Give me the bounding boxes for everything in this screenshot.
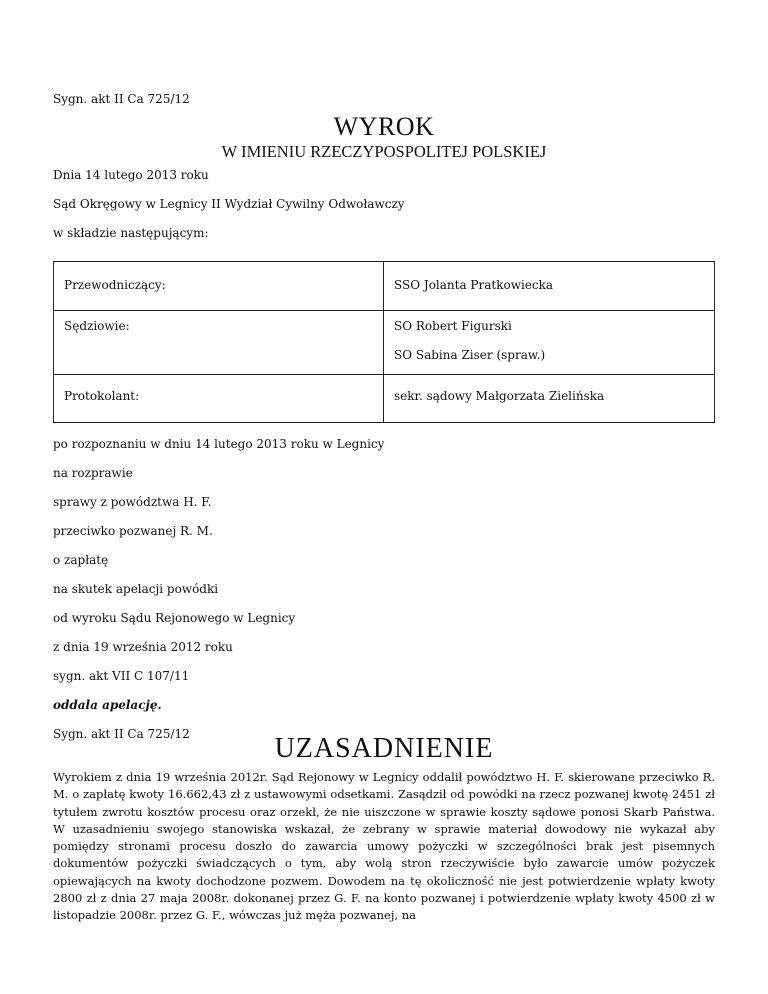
role-cell <box>54 311 384 375</box>
proceedings-line: na rozprawie <box>53 466 133 480</box>
table-row <box>54 311 715 375</box>
person-cell <box>384 262 715 311</box>
person-name: SSO Jolanta Pratkowiecka <box>394 278 554 292</box>
court-composition-table <box>53 261 715 423</box>
proceedings-line: przeciwko pozwanej R. M. <box>53 524 213 538</box>
table-row <box>54 262 715 311</box>
person-name: sekr. sądowy Małgorzata Zielińska <box>394 389 605 403</box>
role-cell <box>54 375 384 423</box>
justification-case-reference: Sygn. akt II Ca 725/12 <box>53 727 190 741</box>
judgment-date: Dnia 14 lutego 2013 roku <box>53 168 209 182</box>
person-name: SO Robert Figurski <box>394 319 512 333</box>
justification-paragraph: Wyrokiem z dnia 19 września 2012r. Sąd Rejonowy w Legnicy oddalił powództwo H. F. skierowane przeciwko R. M. o zapłatę kwoty 16.662,43 zł z ustawowymi odsetkami. Zasądził od powódki na rzecz pozwanej kwotę 2451 zł tytułem zwrotu kosztów procesu oraz orzekł, że nie uiszczone w sprawie koszty sądowe ponosi Skarb Państwa. W uzasadnieniu swojego stanowiska wskazał, że zebrany w sprawie materiał dowodowy nie wykazał aby pomiędzy stronami procesu doszło do zawarcia umowy pożyczki w szczególności brak jest pisemnych dokumentów pożyczki świadczących o tym, aby wolą stron rzeczywiście było zawarcie umów pożyczek opiewających na kwoty dochodzone pozwem. Dowodem na tę okoliczność nie jest potwierdzenie wpłaty kwoty 2800 zł z dnia 27 maja 2008r. dokonanej przez G. F. na konto pozwanej i potwierdzenie wpłaty kwoty 4500 zł w listopadzie 2008r. przez G. F., wówczas już męża pozwanej, na <box>53 770 715 923</box>
role-label: Przewodniczący: <box>64 278 166 292</box>
judgment-subtitle: W IMIENIU RZECZYPOSPOLITEJ POLSKIEJ <box>221 142 547 161</box>
proceedings-line: na skutek apelacji powódki <box>53 582 219 596</box>
person-name: SO Sabina Ziser (spraw.) <box>394 348 546 362</box>
proceedings-line: z dnia 19 września 2012 roku <box>53 640 233 654</box>
proceedings-line: od wyroku Sądu Rejonowego w Legnicy <box>53 611 296 625</box>
verdict-text: oddala apelację. <box>53 698 162 712</box>
role-label: Protokolant: <box>64 389 140 403</box>
court-name: Sąd Okręgowy w Legnicy II Wydział Cywilny Odwoławczy <box>53 197 405 211</box>
proceedings-line: sygn. akt VII C 107/11 <box>53 669 190 683</box>
justification-title: UZASADNIENIE <box>274 733 494 764</box>
person-cell <box>384 375 715 423</box>
role-label: Sędziowie: <box>64 319 130 333</box>
judgment-title: WYROK <box>333 112 435 141</box>
person-cell <box>384 311 715 375</box>
proceedings-line: sprawy z powództwa H. F. <box>53 495 212 509</box>
table-row <box>54 375 715 423</box>
composition-intro: w składzie następującym: <box>53 226 209 240</box>
case-reference: Sygn. akt II Ca 725/12 <box>53 92 190 106</box>
proceedings-line: o zapłatę <box>53 553 109 567</box>
proceedings-line: po rozpoznaniu w dniu 14 lutego 2013 roku w Legnicy <box>53 437 385 451</box>
role-cell <box>54 262 384 311</box>
